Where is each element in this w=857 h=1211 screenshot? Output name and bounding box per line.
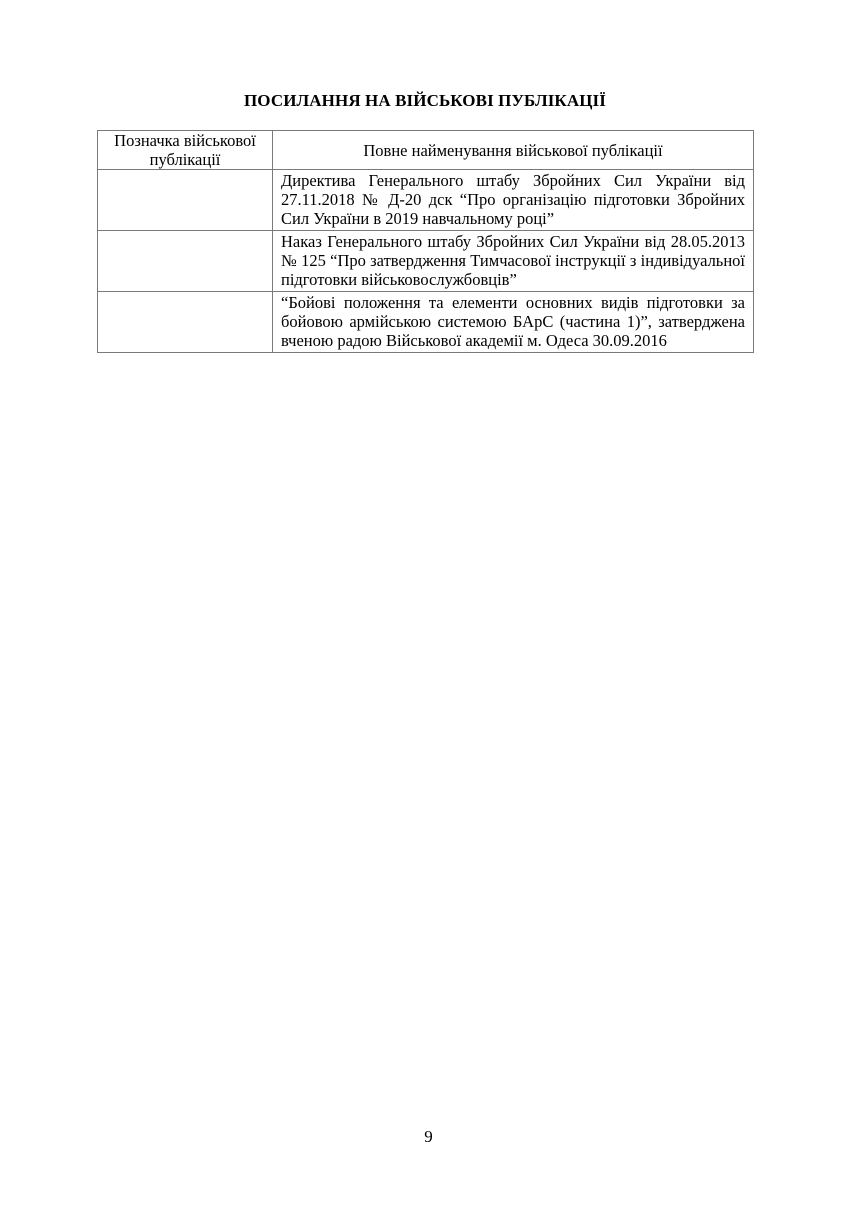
header-full-name: Повне найменування військової публікації [273, 131, 754, 170]
full-name-cell: Директива Генерального штабу Збройних Сил України від 27.11.2018 № Д-20 дск “Про організацію підготовки Збройних Сил України в 2019 навчальному році” [273, 170, 754, 231]
publications-table [97, 130, 754, 353]
page-title: ПОСИЛАННЯ НА ВІЙСЬКОВІ ПУБЛІКАЦІЇ [243, 91, 606, 110]
table-row [98, 170, 754, 231]
full-name-cell: “Бойові положення та елементи основних видів підготовки за бойовою армійською системою БАрС (частина 1)”, затверджена вченою радою Військової академії м. Одеса 30.09.2016 [273, 292, 754, 353]
header-designation: Позначка військової публікації [98, 131, 273, 170]
table-row [98, 292, 754, 353]
designation-cell [98, 170, 273, 231]
table-header-row [98, 131, 754, 170]
page-number: 9 [424, 1127, 433, 1146]
table-row [98, 231, 754, 292]
designation-cell [98, 231, 273, 292]
full-name-cell: Наказ Генерального штабу Збройних Сил України від 28.05.2013 № 125 “Про затвердження Тимчасової інструкції з індивідуальної підготовки військовослужбовців” [273, 231, 754, 292]
designation-cell [98, 292, 273, 353]
